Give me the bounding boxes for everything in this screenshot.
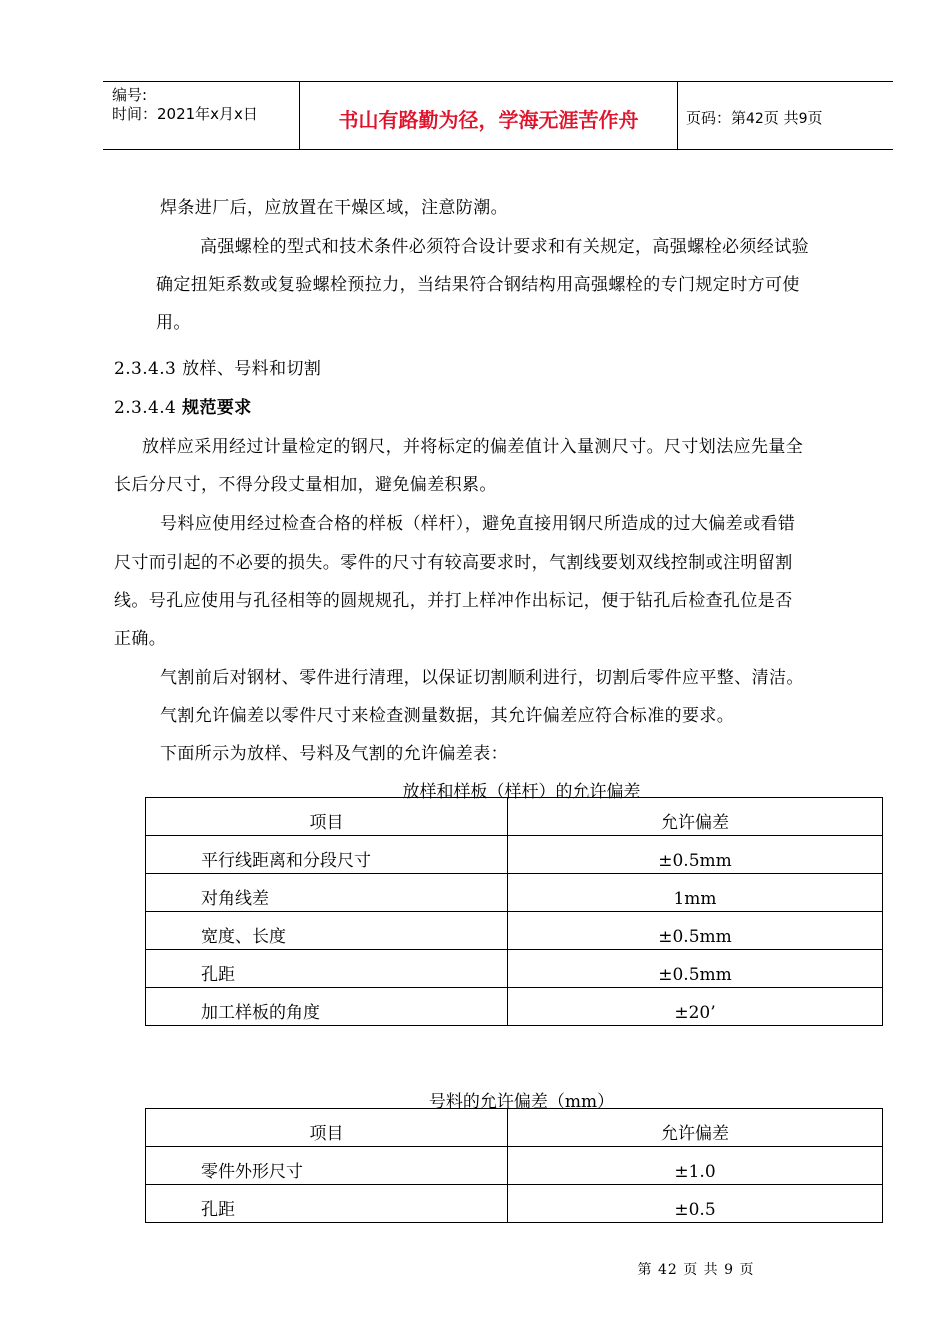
header-motto: 书山有路勤为径，学海无涯苦作舟: [338, 108, 639, 132]
row-value: ±1.0: [508, 1147, 883, 1185]
paragraph-cutting-cleanup: 气割前后对钢材、零件进行清理，以保证切割顺利进行，切割后零件应平整、清洁。: [160, 668, 804, 688]
table-caption: 放样和样板（样杆）的允许偏差: [402, 782, 641, 802]
table-row: [146, 950, 883, 988]
row-value: ±0.5mm: [508, 950, 883, 988]
paragraph-bolt-line: 用。: [156, 313, 191, 333]
row-value: 1mm: [508, 874, 883, 912]
paragraph-electrode-storage: 焊条进厂后，应放置在干燥区域，注意防潮。: [160, 198, 508, 218]
row-item: 宽度、长度: [146, 912, 508, 950]
page-footer: 第 42 页 共 9 页: [637, 1262, 755, 1278]
column-header-tolerance: 允许偏差: [508, 1109, 883, 1147]
table-caption: 号料的允许偏差（mm）: [428, 1092, 615, 1112]
column-header-item: 项目: [146, 1109, 508, 1147]
row-item: 对角线差: [146, 874, 508, 912]
row-value: ±0.5mm: [508, 836, 883, 874]
row-value: ±0.5: [508, 1185, 883, 1223]
table-header-row: [146, 798, 883, 836]
header-meta: [112, 86, 258, 124]
table-row: [146, 836, 883, 874]
column-header-item: 项目: [146, 798, 508, 836]
header-divider: [677, 82, 678, 149]
table-row: [146, 1147, 883, 1185]
row-value: ±20’: [508, 988, 883, 1026]
table-row: [146, 912, 883, 950]
paragraph-marking-line: 号料应使用经过检查合格的样板（样杆），避免直接用钢尺所造成的过大偏差或看错: [160, 514, 796, 534]
row-item: 孔距: [146, 950, 508, 988]
header-page-info: [686, 107, 823, 128]
paragraph-layout-line: 长后分尺寸，不得分段丈量相加，避免偏差积累。: [114, 475, 497, 495]
page-number: 42: [746, 111, 764, 127]
document-number-label: 编号:: [112, 86, 148, 104]
section-heading-2343: 2.3.4.3 放样、号料和切割: [114, 359, 322, 379]
row-item: 加工样板的角度: [146, 988, 508, 1026]
column-header-tolerance: 允许偏差: [508, 798, 883, 836]
paragraph-bolt-line: 确定扭矩系数或复验螺栓预拉力，当结果符合钢结构用高强螺栓的专门规定时方可使: [156, 275, 800, 295]
page-header: [103, 81, 893, 150]
paragraph-bolt-line: 高强螺栓的型式和技术条件必须符合设计要求和有关规定，高强螺栓必须经试验: [200, 237, 809, 257]
paragraph-layout-line: 放样应采用经过计量检定的钢尺，并将标定的偏差值计入量测尺寸。尺寸划法应先量全: [142, 437, 804, 457]
row-item: 零件外形尺寸: [146, 1147, 508, 1185]
page-prefix: 页码：第: [686, 109, 747, 127]
page-total: 9: [798, 111, 808, 127]
section-title: 规范要求: [182, 398, 252, 418]
page-mid: 页 共: [763, 109, 799, 127]
table-row: [146, 988, 883, 1026]
paragraph-marking-line: 线。号孔应使用与孔径相等的圆规规孔，并打上样冲作出标记，便于钻孔后检查孔位是否: [114, 591, 793, 611]
row-item: 平行线距离和分段尺寸: [146, 836, 508, 874]
section-number: 2.3.4.4: [114, 398, 183, 418]
page-suffix: 页: [807, 109, 823, 127]
paragraph-table-intro: 下面所示为放样、号料及气割的允许偏差表：: [160, 744, 508, 764]
table-header-row: [146, 1109, 883, 1147]
document-time-label: 时间：2021年x月x日: [112, 105, 258, 123]
table-row: [146, 874, 883, 912]
paragraph-cutting-tolerance: 气割允许偏差以零件尺寸来检查测量数据，其允许偏差应符合标准的要求。: [160, 706, 735, 726]
marking-tolerance-table: [145, 1108, 883, 1223]
row-value: ±0.5mm: [508, 912, 883, 950]
row-item: 孔距: [146, 1185, 508, 1223]
tolerance-table-layout: [145, 797, 883, 1026]
paragraph-marking-line: 尺寸而引起的不必要的损失。零件的尺寸有较高要求时，气割线要划双线控制或注明留割: [114, 553, 793, 573]
table-row: [146, 1185, 883, 1223]
section-heading-2344: [114, 393, 252, 418]
paragraph-marking-line: 正确。: [114, 629, 167, 649]
